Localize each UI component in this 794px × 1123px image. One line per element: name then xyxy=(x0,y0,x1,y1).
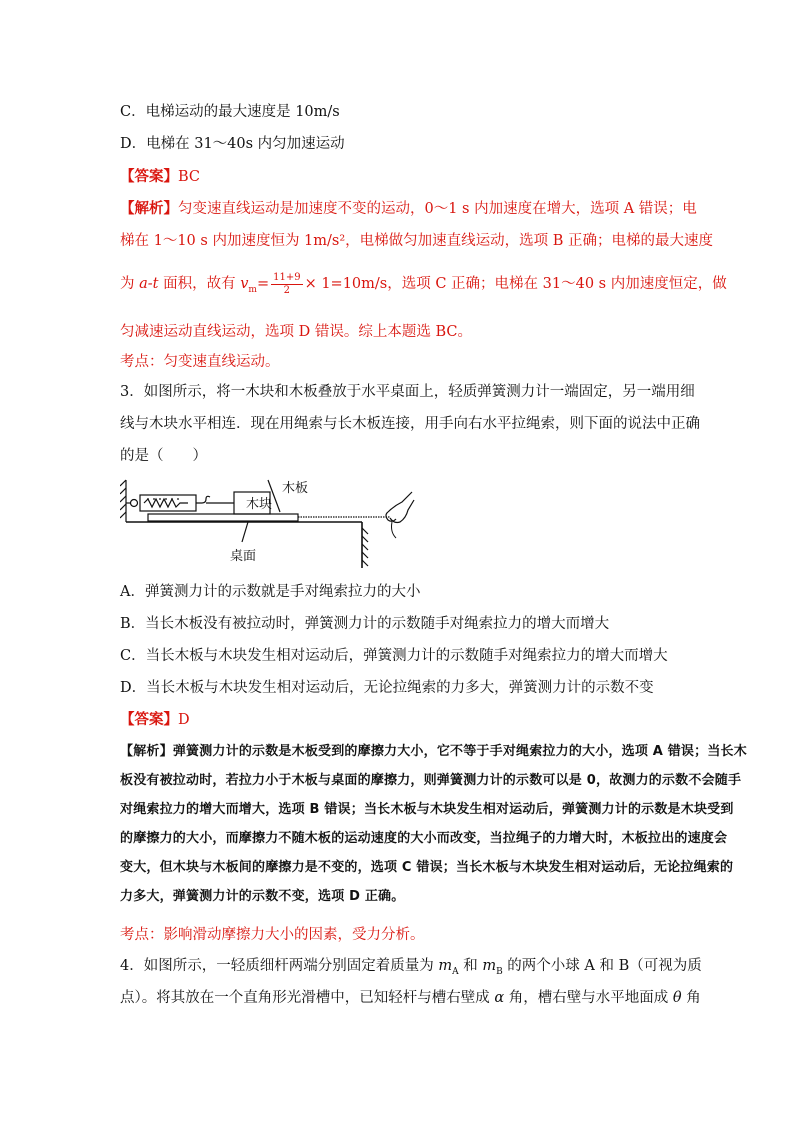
answer-line-2 xyxy=(120,710,190,730)
q3-option-d: D．当长木板与木块发生相对运动后，无论拉绳索的力多大，弹簧测力计的示数不变 xyxy=(120,680,654,696)
analysis-text: 匀变速直线运动是加速度不变的运动，0～1 s 内加速度在增大，选项 A 错误；电 xyxy=(178,201,697,217)
option-c-prev: C．电梯运动的最大速度是 10m/s xyxy=(120,104,340,120)
q3-line-3: 的是（ ） xyxy=(120,448,207,464)
analysis-label: 【解析】 xyxy=(120,200,178,217)
answer-value-2: D xyxy=(178,712,190,728)
fraction: $\frac{11+9}{2}$ xyxy=(273,271,301,296)
block-label: 木块 xyxy=(246,497,273,512)
analysis2-line-5: 变大，但木块与木板间的摩擦力是不变的，选项 C 错误；当长木板与木块发生相对运动后，无论拉绳索的 xyxy=(120,860,734,875)
answer-line-1 xyxy=(120,167,200,187)
analysis-line-4: 匀减速运动直线运动，选项 D 错误。综上本题选 BC。 xyxy=(120,324,472,340)
answer-value: BC xyxy=(178,169,201,185)
q3-line-2: 线与木块水平相连．现在用绳索与长木板连接，用手向右水平拉绳索，则下面的说法中正确 xyxy=(120,416,700,432)
spring-coil xyxy=(144,499,188,507)
option-d-prev: D．电梯在 31～40s 内匀加速运动 xyxy=(120,136,345,152)
q4-line-2: 点）。将其放在一个直角形光滑槽中，已知轻杆与槽右壁成 α 角，槽右壁与水平地面成 θ 角 xyxy=(120,990,701,1006)
kaodian-2: 考点：影响滑动摩擦力大小的因素，受力分析。 xyxy=(120,927,425,943)
wooden-board xyxy=(148,514,298,521)
analysis2-line-1: 【解析】弹簧测力计的示数是木板受到的摩擦力大小，它不等于手对绳索拉力的大小，选项 A 错误；当长木 xyxy=(120,744,747,759)
hand-icon xyxy=(388,492,414,523)
board-label: 木板 xyxy=(282,481,309,496)
analysis2-line-2: 板没有被拉动时，若拉力小于木板与桌面的摩擦力，则弹簧测力计的示数可以是 0，故测力的示数不会随手 xyxy=(120,773,742,788)
hook-ring xyxy=(131,500,138,507)
q3-option-a: A．弹簧测力计的示数就是手对绳索拉力的大小 xyxy=(120,584,421,600)
scale-hook xyxy=(196,496,210,503)
q4-line-1: 4．如图所示，一轻质细杆两端分别固定着质量为 $m_A$ 和 $m_B$ 的两个小球 A 和 B（可视为质 xyxy=(120,958,702,977)
q3-line-1: 3．如图所示，将一木块和木板叠放于水平桌面上，轻质弹簧测力计一端固定，另一端用细 xyxy=(120,384,695,400)
kaodian-1: 考点：匀变速直线运动。 xyxy=(120,354,280,370)
q3-option-c: C．当长木板与木块发生相对运动后，弹簧测力计的示数随手对绳索拉力的增大而增大 xyxy=(120,648,668,664)
analysis-line-3: 为 a-t 面积，故有 $v_m=$ $\frac{11+9}{2}$ × 1=10m/s，选项 C 正确；电梯在 31～40 s 内加速度恒定，做 xyxy=(120,271,727,296)
analysis-line-2: 梯在 1～10 s 内加速度恒为 1m/s²，电梯做匀加速直线运动，选项 B 正确；电梯的最大速度 xyxy=(120,233,714,249)
analysis2-line-6: 力多大，弹簧测力计的示数不变，选项 D 正确。 xyxy=(120,889,405,904)
analysis2-line-3: 对绳索拉力的增大而增大，选项 B 错误；当长木板与木块发生相对运动后，弹簧测力计的示数是木块受到 xyxy=(120,802,734,817)
analysis-line-1 xyxy=(120,199,697,219)
spring-scale-figure xyxy=(120,478,420,570)
q3-option-b: B．当长木板没有被拉动时，弹簧测力计的示数随手对绳索拉力的增大而增大 xyxy=(120,616,610,632)
analysis2-line-4: 的摩擦力的大小，而摩擦力不随木板的运动速度的大小而改变，当拉绳子的力增大时，木板拉出的速度会 xyxy=(120,831,728,846)
answer-label: 【答案】 xyxy=(120,168,178,185)
table-label: 桌面 xyxy=(230,549,257,564)
answer-label-2: 【答案】 xyxy=(120,711,178,728)
table-pointer xyxy=(242,522,248,542)
